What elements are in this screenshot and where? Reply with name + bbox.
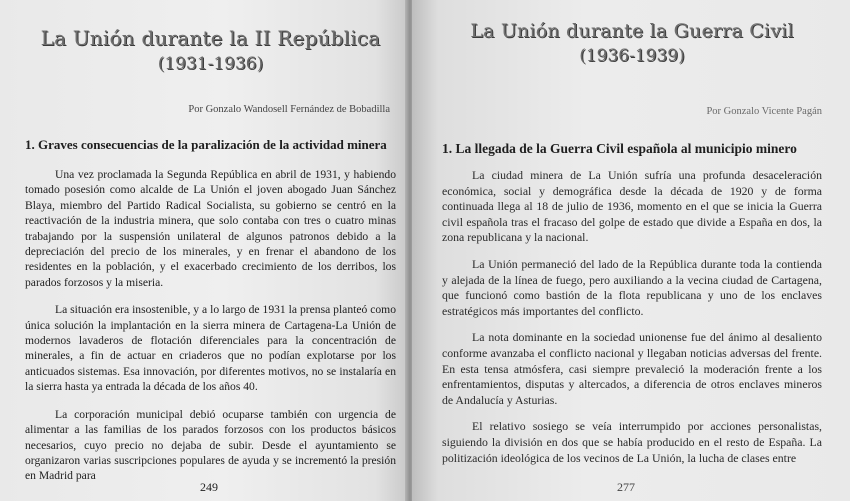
chapter-years: (1936-1939) xyxy=(579,46,685,66)
section-heading: 1. La llegada de la Guerra Civil española al municipio minero xyxy=(442,141,797,156)
page-number: 277 xyxy=(617,480,635,494)
body-paragraph: El relativo sosiego se veía interrumpido por acciones personalistas, siguiendo la división en dos que se había producido en el resto de España. La politización ideológica de los vecinos de La Unión, la lucha de clases entre xyxy=(442,419,822,465)
body-paragraph: Una vez proclamada la Segunda República en abril de 1931, y habiendo tomado posesión como alcalde de La Unión el joven abogado Juan Sánchez Blaya, miembro del Partido Radical Socialista, su gobierno se centró en la reactivación de la industria minera, que solo contaba con tres o cuatro minas trabajando por la suspensión unilateral de algunos patronos debido a la depreciación del precio de los minerales, y en frenar el abandono de los residentes en la población, y el exacerbado crecimiento de los derribos, los parados forzosos y la miseria. xyxy=(25,168,396,289)
body-paragraph: La Unión permaneció del lado de la República durante toda la contienda y alejada de la línea de fuego, pero auxiliando a la vecina ciudad de Cartagena, que funcionó como bastión de la flota republicana y uno de los enclaves estratégicos más importantes del conflicto. xyxy=(442,256,822,318)
body-paragraph: La nota dominante en la sociedad unionense fue del ánimo al desaliento conforme avanzaba el conflicto nacional y llegaban noticias adversas del frente. En esta tensa atmósfera, casi siempre prevaleció la moderación frente a los enfrentamientos, disputas y altercados, a diferencia de otros enclaves mineros de Andalucía y Asturias. xyxy=(442,330,822,407)
author-byline: Por Gonzalo Wandosell Fernández de Bobadilla xyxy=(188,104,390,115)
section-heading: 1. Graves consecuencias de la paralización de la actividad minera xyxy=(25,137,387,152)
body-paragraph: La corporación municipal debió ocuparse también con urgencia de alimentar a las familias de los parados forzosos con los productos básicos necesarios, cuyo precio no dejaba de subir. Desde el ayuntamiento se organizaron varias suscripciones populares de ayuda y se incrementó la presión en Madrid para xyxy=(25,407,396,483)
body-paragraph: La situación era insostenible, y a lo largo de 1931 la prensa planteó como única solución la implantación en la sierra minera de Cartagena-La Unión de modernos lavaderos de flotación diferenciales para la concentración de minerales, a fin de actuar en criaderos que no podían explotarse por los anticuados sistemas. Esa innovación, por diferentes motivos, no se instalaría en la sierra hasta ya entrada la década de los años 40. xyxy=(25,303,396,394)
chapter-years: (1931-1936) xyxy=(157,54,264,74)
chapter-title: La Unión durante la Guerra Civil xyxy=(470,20,794,42)
body-paragraph: La ciudad minera de La Unión sufría una profunda desaceleración económica, social y demográfica desde la década de 1920 y de forma continuada llega al 18 de julio de 1936, momento en el que se inicia la Guerra civil española tras el fracaso del golpe de estado que divide a España en dos, la zona republicana y la nacional. xyxy=(442,168,822,245)
chapter-title: La Unión durante la II República xyxy=(40,26,381,50)
right-page xyxy=(412,0,850,501)
page-number: 249 xyxy=(200,480,218,494)
left-page xyxy=(0,0,408,501)
author-byline: Por Gonzalo Vicente Pagán xyxy=(706,106,822,117)
